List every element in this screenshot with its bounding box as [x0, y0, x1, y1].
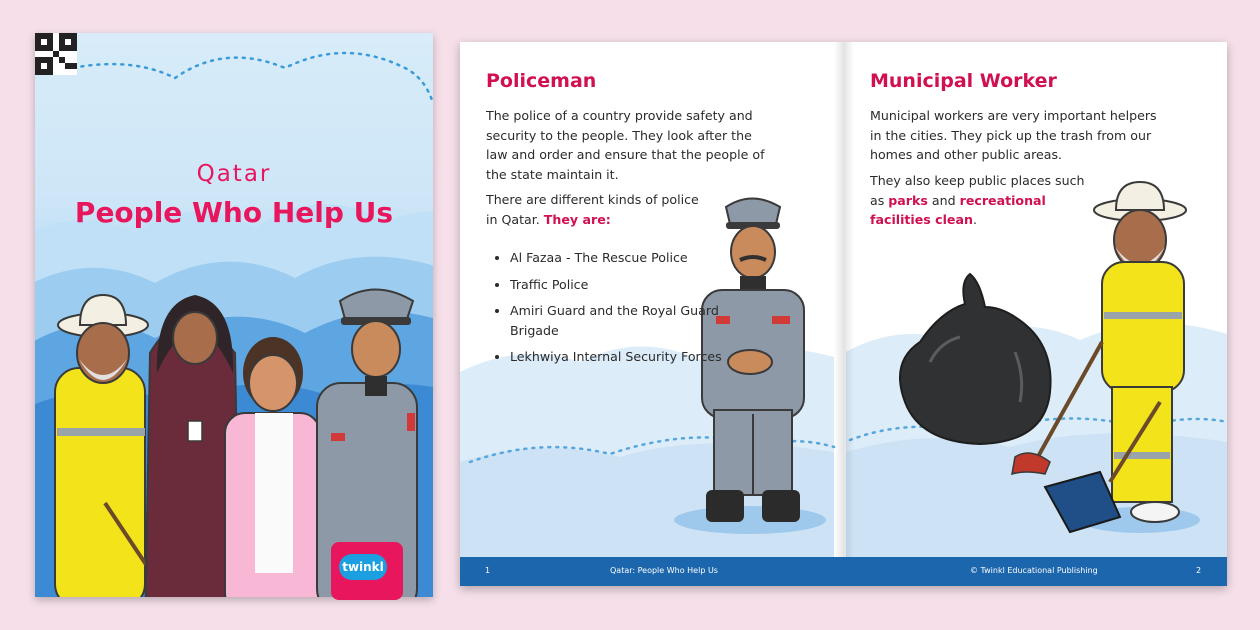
parks-highlight: parks	[888, 192, 928, 208]
municipal-worker-heading: Municipal Worker	[870, 70, 1057, 92]
public-places-and: and	[927, 192, 960, 208]
public-places-text: They also keep public places such as	[870, 173, 1085, 208]
qr-code-icon	[35, 33, 77, 75]
book-spread	[460, 42, 1227, 586]
garbage-bag-illustration	[900, 274, 1051, 444]
page-number-right: 2	[1196, 566, 1202, 575]
policeman-paragraph: The police of a country provide safety and security to the people. They look after the law and order and ensure that the people of the state maintain it.	[486, 108, 765, 182]
page-crease	[834, 42, 854, 586]
footer-book-title: Qatar: People Who Help Us	[610, 566, 718, 575]
cover-illustration	[35, 33, 433, 597]
cover-title: People Who Help Us	[74, 196, 394, 229]
twinkl-logo: twinkl	[339, 554, 387, 580]
book-cover	[35, 33, 433, 597]
public-places-end: .	[972, 212, 977, 227]
list-item: • Lekhwiya Internal Security Forces	[510, 347, 750, 367]
municipal-worker-paragraph: Municipal workers are very important helpers in the cities. They pick up the trash from our homes and other public areas.	[870, 108, 1157, 162]
public-places-paragraph	[870, 171, 1085, 230]
cover-subtitle: Qatar	[196, 161, 272, 187]
list-item: • Traffic Police	[510, 275, 750, 295]
police-kinds-list	[486, 248, 750, 374]
police-kinds-lead: There are different kinds of police in Qatar.	[486, 192, 699, 227]
police-kinds-highlight: They are:	[543, 211, 611, 227]
footer-publisher: © Twinkl Educational Publishing	[970, 566, 1098, 575]
recreational-highlight: recreational facilities clean	[870, 192, 1046, 227]
police-kinds-paragraph	[486, 190, 706, 229]
list-item: • Amiri Guard and the Royal Guard Brigade	[510, 301, 750, 340]
page-number-left: 1	[485, 566, 491, 575]
policeman-heading: Policeman	[486, 70, 597, 92]
list-item: • Al Fazaa - The Rescue Police	[510, 248, 750, 268]
